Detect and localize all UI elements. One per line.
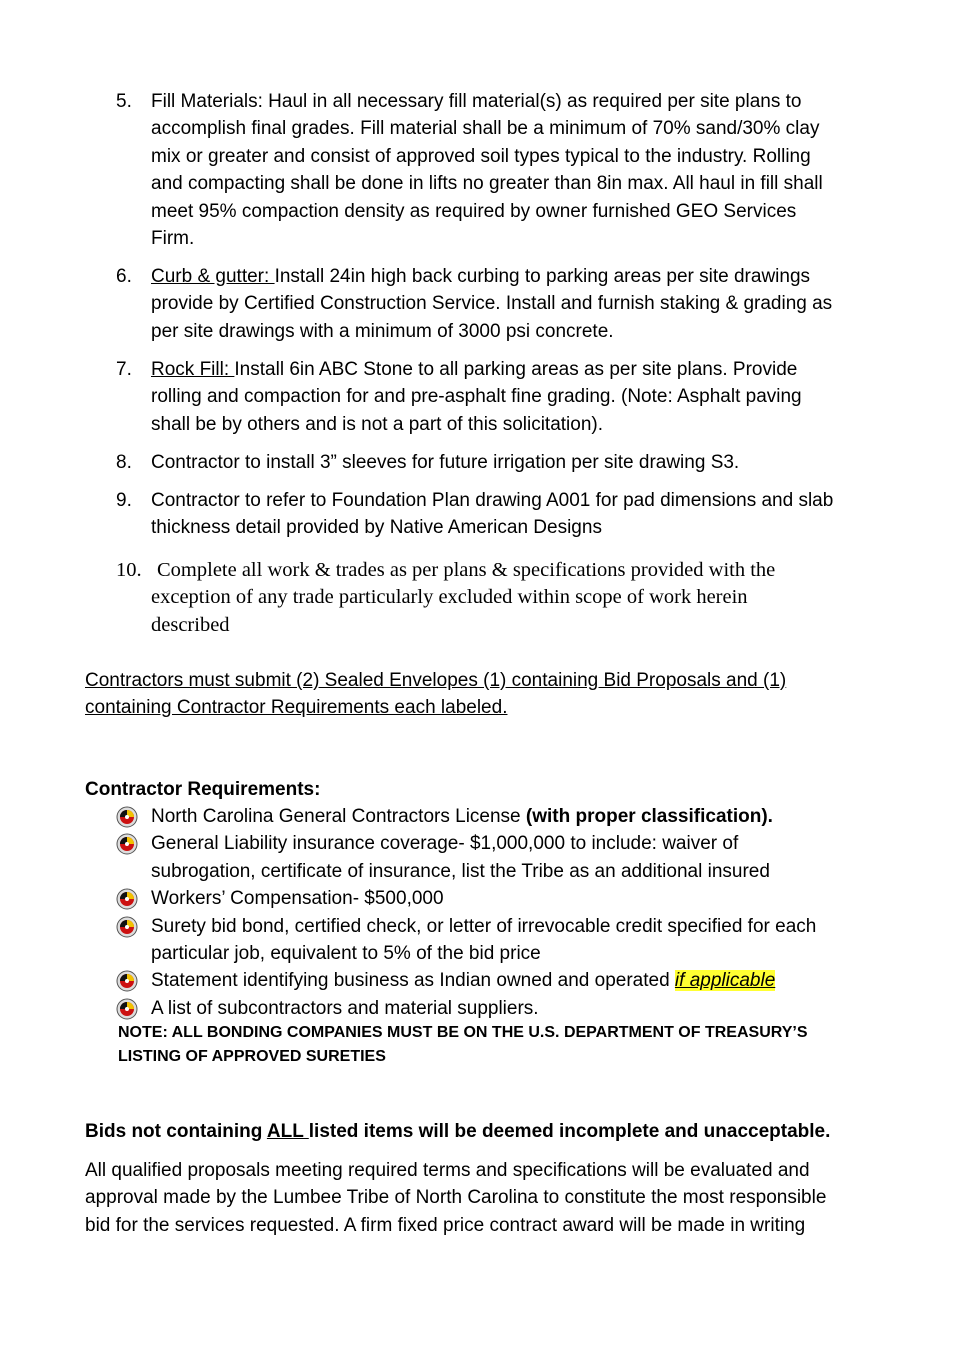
requirement-workers-comp: Workers’ Compensation- $500,000 — [151, 888, 444, 910]
text-line: provide by Certified Construction Service. Install and furnish staking & grading as — [151, 293, 833, 315]
text-line: shall be by others and is not a part of this solicitation). — [151, 413, 604, 435]
text-line: NOTE: ALL BONDING COMPANIES MUST BE ON THE U.S. DEPARTMENT OF TREASURY’S — [118, 1024, 808, 1041]
text-line: Fill Materials: Haul in all necessary fill material(s) as required per site plans to — [151, 91, 802, 112]
lumbee-medicine-wheel-icon — [116, 806, 138, 828]
lumbee-medicine-wheel-icon — [116, 833, 138, 855]
lumbee-medicine-wheel-icon — [116, 998, 138, 1020]
text-span: Bids not containing — [85, 1121, 267, 1142]
text-line: containing Contractor Requirements each labeled. — [85, 697, 508, 719]
text-line: Contractors must submit (2) Sealed Envelopes (1) containing Bid Proposals and (1) — [85, 670, 787, 691]
item-irrigation-sleeves — [151, 449, 911, 476]
text-line: thickness detail provided by Native American Designs — [151, 517, 602, 539]
requirement-items — [151, 803, 911, 1022]
bids-statement — [85, 1118, 905, 1145]
emphasis-all: ALL — [266, 1121, 309, 1142]
item-rock-fill — [151, 356, 911, 438]
requirements-heading: Contractor Requirements: — [85, 779, 321, 800]
text-line: per site drawings with a minimum of 3000 psi concrete. — [151, 320, 614, 342]
envelopes-instruction — [85, 667, 905, 722]
item-number: 5. — [116, 91, 132, 112]
bonding-note — [118, 1021, 918, 1069]
text-line: LISTING OF APPROVED SURETIES — [118, 1048, 386, 1065]
text-line: Firm. — [151, 228, 195, 250]
requirement-liability-cont: subrogation, certificate of insurance, list the Tribe as an additional insured — [151, 860, 770, 882]
item-lead-rest: Install 6in ABC Stone to all parking areas as per site plans. Provide — [234, 359, 798, 380]
closing-paragraph — [85, 1157, 905, 1239]
requirement-license — [151, 803, 911, 830]
text-line: bid for the services requested. A firm fixed price contract award will be made in writing — [85, 1214, 806, 1236]
item-number: 6. — [116, 266, 132, 287]
text-line: approval made by the Lumbee Tribe of North Carolina to constitute the most responsible — [85, 1187, 827, 1209]
item-number: 8. — [116, 452, 132, 473]
text-line: All qualified proposals meeting required terms and specifications will be evaluated and — [85, 1160, 810, 1181]
text-line — [151, 356, 911, 383]
text-line: Complete all work & trades as per plans & specifications provided with the — [157, 559, 776, 581]
item-lead-rest: Install 24in high back curbing to parking areas per site drawings — [274, 266, 811, 287]
text-line: meet 95% compaction density as required by owner furnished GEO Services — [151, 200, 797, 222]
lumbee-medicine-wheel-icon — [116, 970, 138, 992]
item-curb-gutter — [151, 263, 911, 345]
item-fill-materials — [151, 88, 911, 252]
requirement-surety-cont: particular job, equivalent to 5% of the bid price — [151, 943, 541, 965]
item-lead-underlined: Curb & gutter: — [151, 266, 275, 287]
text-line: mix or greater and consist of approved soil types typical to the industry. Rolling — [151, 145, 811, 167]
item-number: 9. — [116, 490, 132, 511]
text-line: Contractor to install 3” sleeves for future irrigation per site drawing S3. — [151, 452, 740, 473]
requirement-subcontractors: A list of subcontractors and material suppliers. — [151, 997, 539, 1019]
item-foundation-plan — [151, 487, 911, 542]
requirement-bold-text: (with proper classification). — [525, 806, 773, 827]
text-line: Contractor to refer to Foundation Plan drawing A001 for pad dimensions and slab — [151, 490, 834, 511]
item-lead-underlined: Rock Fill: — [151, 359, 235, 380]
requirement-indian-owned — [151, 967, 911, 994]
item-complete-work — [151, 557, 897, 639]
requirement-surety: Surety bid bond, certified check, or letter of irrevocable credit specified for each — [151, 915, 817, 937]
requirement-liability: General Liability insurance coverage- $1,000,000 to include: waiver of — [151, 833, 739, 855]
item-number: 7. — [116, 359, 132, 380]
text-line: exception of any trade particularly excluded within scope of work herein — [151, 586, 748, 609]
requirement-text: Statement identifying business as Indian owned and operated — [151, 970, 675, 992]
lumbee-medicine-wheel-icon — [116, 916, 138, 938]
text-span: listed items will be deemed incomplete and unacceptable. — [308, 1121, 831, 1142]
text-line: accomplish final grades. Fill material shall be a minimum of 70% sand/30% clay — [151, 118, 820, 140]
text-line: rolling and compaction for and pre-asphalt fine grading. (Note: Asphalt paving — [151, 386, 802, 408]
highlighted-text: if applicable — [674, 970, 776, 992]
text-line — [151, 263, 911, 290]
requirement-text: North Carolina General Contractors License — [151, 806, 526, 827]
item-number: 10. — [116, 559, 142, 581]
text-line: and compacting shall be done in lifts no greater than 8in max. All haul in fill shall — [151, 173, 823, 195]
text-line: described — [151, 613, 230, 636]
lumbee-medicine-wheel-icon — [116, 888, 138, 910]
